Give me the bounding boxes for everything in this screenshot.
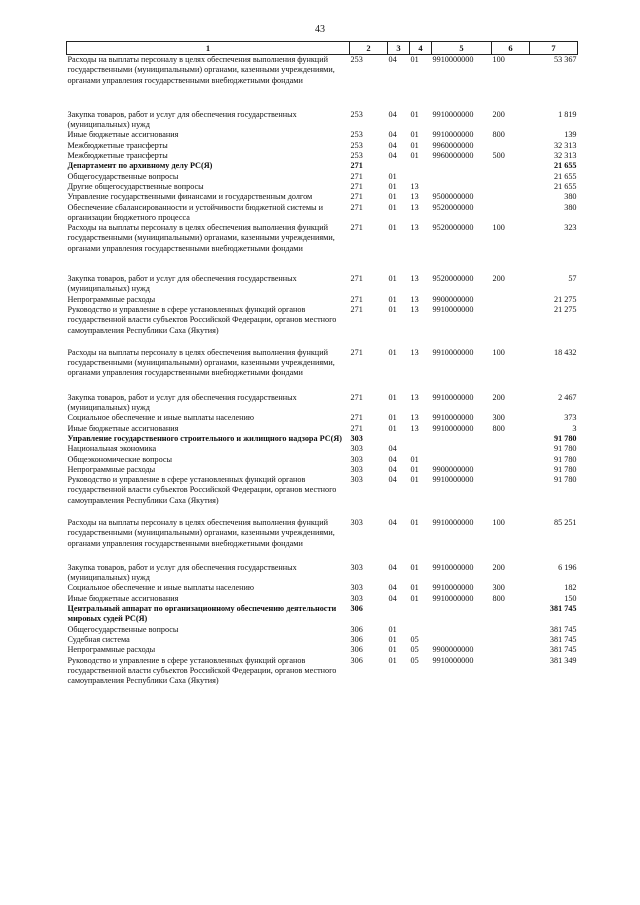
- ministry-code-cell: 303: [350, 444, 363, 454]
- expense-name-cell: Руководство и управление в сфере установленных функций органов государственной власти субъектов Российской Федерации, органов местного самоуправления Республики Саха (Якутия): [67, 475, 337, 505]
- expense-name-cell: Непрограммные расходы: [67, 464, 156, 474]
- section-code-cell: [388, 161, 410, 171]
- expense-name-cell: Общегосударственные вопросы: [67, 171, 179, 181]
- section-code-cell: 04: [388, 517, 397, 527]
- ministry-code-cell: 306: [350, 645, 363, 655]
- target-article-cell: [432, 455, 492, 465]
- page-number: 43: [315, 24, 325, 35]
- amount-cell: 91 780: [553, 464, 577, 474]
- expense-type-cell: [492, 192, 530, 202]
- header-cell: 6: [492, 42, 530, 55]
- ministry-code-cell: 303: [350, 562, 363, 572]
- expense-name-cell: Управление государственными финансами и государственным долгом: [67, 192, 313, 202]
- section-code-cell: 04: [388, 140, 397, 150]
- target-article-cell: 9900000000: [432, 294, 474, 304]
- subsection-code-cell: 13: [410, 223, 419, 233]
- section-code-cell: 01: [388, 192, 397, 202]
- amount-cell: 381 745: [549, 624, 577, 634]
- table-row: [67, 172, 578, 182]
- target-article-cell: [432, 604, 492, 625]
- ministry-code-cell: 271: [350, 274, 363, 284]
- target-article-cell: [432, 161, 492, 171]
- expense-type-cell: [492, 305, 530, 348]
- amount-cell: 91 780: [553, 433, 577, 443]
- ministry-code-cell: 253: [350, 140, 363, 150]
- target-article-cell: 9910000000: [432, 517, 474, 527]
- expense-name-cell: Расходы на выплаты персоналу в целях обеспечения выполнения функций государственными (муниципальными) органами, казенными учреждениями, органами управления государственными внебюджетными фондами: [67, 517, 335, 548]
- ministry-code-cell: 303: [350, 517, 363, 527]
- subsection-code-cell: 13: [410, 181, 419, 191]
- table-row: [67, 110, 578, 131]
- amount-cell: 3: [572, 423, 577, 433]
- expense-name-cell: Социальное обеспечение и иные выплаты населению: [67, 413, 254, 423]
- amount-cell: 85 251: [553, 517, 577, 527]
- expense-type-cell: [492, 455, 530, 465]
- expense-name-cell: Расходы на выплаты персоналу в целях обеспечения выполнения функций государственными (муниципальными) органами, казенными учреждениями, органами управления государственными внебюджетными фондами: [67, 55, 335, 85]
- expense-name-cell: Закупка товаров, работ и услуг для обеспечения государственных (муниципальных) нужд: [67, 274, 297, 294]
- expense-type-cell: 200: [492, 562, 505, 572]
- expense-type-cell: [492, 182, 530, 192]
- ministry-code-cell: 271: [350, 192, 363, 202]
- expense-type-cell: [492, 645, 530, 655]
- section-code-cell: 04: [388, 583, 397, 593]
- target-article-cell: 9520000000: [432, 274, 474, 284]
- expense-type-cell: 800: [492, 593, 505, 603]
- expense-name-cell: Закупка товаров, работ и услуг для обеспечения государственных (муниципальных) нужд: [67, 109, 297, 130]
- subsection-code-cell: 01: [410, 562, 419, 572]
- expense-type-cell: 800: [492, 423, 505, 433]
- section-code-cell: 04: [388, 130, 397, 140]
- expense-type-cell: 500: [492, 151, 505, 161]
- ministry-code-cell: 303: [350, 475, 363, 485]
- expense-type-cell: 200: [492, 274, 505, 284]
- section-code-cell: [388, 604, 410, 625]
- table-row: [67, 161, 578, 171]
- subsection-code-cell: [410, 161, 432, 171]
- ministry-code-cell: 271: [350, 181, 363, 191]
- amount-cell: 380: [564, 192, 577, 202]
- ministry-code-cell: 253: [350, 55, 363, 64]
- expense-type-cell: [492, 161, 530, 171]
- amount-cell: 57: [568, 274, 577, 284]
- ministry-code-cell: 253: [350, 109, 363, 119]
- ministry-code-cell: 271: [350, 392, 363, 402]
- expense-name-cell: Расходы на выплаты персоналу в целях обеспечения выполнения функций государственными (муниципальными) органами, казенными учреждениями, органами управления государственными внебюджетными фондами: [67, 347, 335, 378]
- amount-cell: 32 313: [553, 140, 577, 150]
- subsection-code-cell: 13: [410, 274, 419, 284]
- section-code-cell: 04: [388, 562, 397, 572]
- section-code-cell: 01: [388, 223, 397, 233]
- table-row: [67, 55, 578, 110]
- table-row: [67, 393, 578, 414]
- expense-type-cell: [492, 295, 530, 305]
- section-code-cell: 01: [388, 171, 397, 181]
- target-article-cell: 9960000000: [432, 140, 474, 150]
- ministry-code-cell: 303: [350, 454, 363, 464]
- subsection-code-cell: 01: [410, 109, 419, 119]
- expense-type-cell: [492, 625, 530, 635]
- subsection-code-cell: 01: [410, 475, 419, 485]
- table-row: [67, 182, 578, 192]
- expense-type-cell: 100: [492, 55, 505, 64]
- section-code-cell: 01: [388, 274, 397, 284]
- expense-type-cell: [492, 203, 530, 224]
- ministry-code-cell: 271: [350, 223, 363, 233]
- expense-type-cell: [492, 656, 530, 687]
- table-row: [67, 594, 578, 604]
- expense-name-cell: Межбюджетные трансферты: [67, 151, 168, 161]
- table-row: [67, 203, 578, 224]
- expense-type-cell: [492, 475, 530, 518]
- table-row: [67, 141, 578, 151]
- ministry-code-cell: 303: [350, 464, 363, 474]
- section-code-cell: 01: [388, 413, 397, 423]
- expense-name-cell: Общегосударственные вопросы: [67, 624, 179, 634]
- section-code-cell: 01: [388, 304, 397, 314]
- target-article-cell: 9960000000: [432, 151, 474, 161]
- target-article-cell: 9910000000: [432, 392, 474, 402]
- ministry-code-cell: 271: [350, 202, 363, 212]
- subsection-code-cell: [410, 172, 432, 182]
- expense-name-cell: Расходы на выплаты персоналу в целях обеспечения выполнения функций государственными (муниципальными) органами, казенными учреждениями, органами управления государственными внебюджетными фондами: [67, 223, 335, 253]
- target-article-cell: 9500000000: [432, 192, 474, 202]
- table-row: [67, 583, 578, 593]
- table-row: [67, 223, 578, 274]
- table-row: [67, 656, 578, 687]
- header-cell: 3: [388, 42, 410, 55]
- section-code-cell: 04: [388, 454, 397, 464]
- target-article-cell: 9910000000: [432, 130, 474, 140]
- table-row: [67, 563, 578, 584]
- subsection-code-cell: 13: [410, 202, 419, 212]
- subsection-code-cell: [410, 604, 432, 625]
- ministry-code-cell: 253: [350, 151, 363, 161]
- header-cell: 5: [432, 42, 492, 55]
- section-code-cell: 01: [388, 645, 397, 655]
- amount-cell: 380: [564, 202, 577, 212]
- expense-type-cell: 200: [492, 109, 505, 119]
- section-code-cell: [388, 434, 410, 444]
- expense-name-cell: Непрограммные расходы: [67, 294, 156, 304]
- subsection-code-cell: [410, 444, 432, 454]
- table-row: [67, 645, 578, 655]
- expense-name-cell: Национальная экономика: [67, 444, 157, 454]
- table-row: [67, 348, 578, 393]
- amount-cell: 91 780: [553, 444, 577, 454]
- target-article-cell: 9910000000: [432, 109, 474, 119]
- expense-type-cell: 100: [492, 223, 505, 233]
- ministry-code-cell: 271: [350, 347, 363, 357]
- subsection-code-cell: 05: [410, 645, 419, 655]
- table-body: [67, 55, 578, 687]
- ministry-code-cell: 271: [350, 161, 363, 171]
- target-article-cell: [432, 625, 492, 635]
- expense-name-cell: Общеэкономические вопросы: [67, 454, 173, 464]
- table-row: [67, 305, 578, 348]
- ministry-code-cell: 306: [350, 655, 363, 665]
- section-code-cell: 04: [388, 464, 397, 474]
- header-cell: 4: [410, 42, 432, 55]
- subsection-code-cell: 05: [410, 634, 419, 644]
- subsection-code-cell: 01: [410, 517, 419, 527]
- subsection-code-cell: 01: [410, 130, 419, 140]
- subsection-code-cell: 01: [410, 55, 419, 64]
- amount-cell: 21 655: [553, 171, 577, 181]
- expense-name-cell: Обеспечение сбалансированности и устойчивости бюджетной системы и организации бюджетного процесса: [67, 202, 323, 222]
- ministry-code-cell: 306: [350, 634, 363, 644]
- ministry-code-cell: 303: [350, 433, 363, 443]
- subsection-code-cell: 01: [410, 593, 419, 603]
- subsection-code-cell: 13: [410, 347, 419, 357]
- section-code-cell: 01: [388, 624, 397, 634]
- amount-cell: 139: [564, 130, 577, 140]
- header-cell: 2: [350, 42, 388, 55]
- budget-table: [66, 41, 578, 686]
- ministry-code-cell: 253: [350, 130, 363, 140]
- expense-name-cell: Закупка товаров, работ и услуг для обеспечения государственных (муниципальных) нужд: [67, 562, 297, 583]
- expense-type-cell: [492, 465, 530, 475]
- header-row: [67, 42, 578, 55]
- table-row: [67, 455, 578, 465]
- expense-name-cell: Закупка товаров, работ и услуг для обеспечения государственных (муниципальных) нужд: [67, 392, 297, 413]
- ministry-code-cell: 271: [350, 413, 363, 423]
- table-row: [67, 274, 578, 295]
- section-code-cell: 01: [388, 655, 397, 665]
- expense-type-cell: 300: [492, 413, 505, 423]
- table-row: [67, 130, 578, 140]
- table-row: [67, 444, 578, 454]
- section-code-cell: 01: [388, 294, 397, 304]
- target-article-cell: 9910000000: [432, 562, 474, 572]
- subsection-code-cell: 13: [410, 294, 419, 304]
- target-article-cell: 9910000000: [432, 304, 474, 314]
- expense-name-cell: Межбюджетные трансферты: [67, 140, 168, 150]
- expense-type-cell: [492, 604, 530, 625]
- target-article-cell: 9910000000: [432, 55, 474, 64]
- amount-cell: 373: [564, 413, 577, 423]
- expense-name-cell: Иные бюджетные ассигнования: [67, 130, 179, 140]
- expense-name-cell: Социальное обеспечение и иные выплаты населению: [67, 583, 254, 593]
- amount-cell: 1 819: [558, 109, 577, 119]
- amount-cell: 32 313: [553, 151, 577, 161]
- amount-cell: 21 655: [553, 181, 577, 191]
- header-cell: 1: [67, 42, 350, 55]
- amount-cell: 18 432: [553, 347, 577, 357]
- target-article-cell: 9520000000: [432, 223, 474, 233]
- expense-type-cell: [492, 635, 530, 645]
- table-row: [67, 424, 578, 434]
- expense-type-cell: [492, 444, 530, 454]
- expense-type-cell: 300: [492, 583, 505, 593]
- ministry-code-cell: 306: [350, 604, 363, 614]
- target-article-cell: 9910000000: [432, 423, 474, 433]
- subsection-code-cell: 13: [410, 423, 419, 433]
- ministry-code-cell: 303: [350, 593, 363, 603]
- section-code-cell: 04: [388, 151, 397, 161]
- amount-cell: 21 655: [553, 161, 577, 171]
- expense-type-cell: [492, 434, 530, 444]
- target-article-cell: [432, 182, 492, 192]
- header-cell: 7: [530, 42, 578, 55]
- amount-cell: 182: [564, 583, 577, 593]
- expense-type-cell: 100: [492, 517, 505, 527]
- amount-cell: 150: [564, 593, 577, 603]
- section-code-cell: 01: [388, 392, 397, 402]
- target-article-cell: 9900000000: [432, 645, 474, 655]
- table-row: [67, 413, 578, 423]
- table-row: [67, 295, 578, 305]
- section-code-cell: 01: [388, 634, 397, 644]
- table-row: [67, 604, 578, 625]
- target-article-cell: 9910000000: [432, 413, 474, 423]
- table-row: [67, 518, 578, 563]
- amount-cell: 21 275: [553, 304, 577, 314]
- table-row: [67, 434, 578, 444]
- expense-name-cell: Управление государственного строительного и жилищного надзора РС(Я): [67, 433, 342, 443]
- section-code-cell: 01: [388, 202, 397, 212]
- expense-type-cell: [492, 172, 530, 182]
- amount-cell: 381 349: [549, 655, 577, 665]
- subsection-code-cell: 01: [410, 454, 419, 464]
- ministry-code-cell: 306: [350, 624, 363, 634]
- expense-type-cell: 800: [492, 130, 505, 140]
- target-article-cell: 9910000000: [432, 583, 474, 593]
- expense-name-cell: Руководство и управление в сфере установленных функций органов государственной власти субъектов Российской Федерации, органов местного самоуправления Республики Саха (Якутия): [67, 304, 337, 335]
- ministry-code-cell: 271: [350, 171, 363, 181]
- amount-cell: 53 367: [553, 55, 577, 64]
- amount-cell: 2 467: [558, 392, 577, 402]
- table-row: [67, 625, 578, 635]
- subsection-code-cell: 13: [410, 192, 419, 202]
- section-code-cell: 01: [388, 423, 397, 433]
- ministry-code-cell: 271: [350, 423, 363, 433]
- amount-cell: 91 780: [553, 454, 577, 464]
- table-row: [67, 192, 578, 202]
- target-article-cell: 9910000000: [432, 475, 474, 485]
- target-article-cell: 9910000000: [432, 347, 474, 357]
- subsection-code-cell: 13: [410, 413, 419, 423]
- section-code-cell: 01: [388, 347, 397, 357]
- ministry-code-cell: 303: [350, 583, 363, 593]
- target-article-cell: [432, 434, 492, 444]
- target-article-cell: 9910000000: [432, 593, 474, 603]
- section-code-cell: 01: [388, 181, 397, 191]
- target-article-cell: 9520000000: [432, 202, 474, 212]
- table-row: [67, 151, 578, 161]
- amount-cell: 381 745: [549, 645, 577, 655]
- table-row: [67, 475, 578, 518]
- amount-cell: 91 780: [553, 475, 577, 485]
- expense-name-cell: Руководство и управление в сфере установленных функций органов государственной власти субъектов Российской Федерации, органов местного самоуправления Республики Саха (Якутия): [67, 655, 337, 686]
- subsection-code-cell: 13: [410, 392, 419, 402]
- target-article-cell: 9910000000: [432, 655, 474, 665]
- target-article-cell: [432, 635, 492, 645]
- expense-name-cell: Другие общегосударственные вопросы: [67, 181, 204, 191]
- expense-name-cell: Иные бюджетные ассигнования: [67, 593, 179, 603]
- expense-name-cell: Непрограммные расходы: [67, 645, 156, 655]
- section-code-cell: 04: [388, 109, 397, 119]
- expense-type-cell: 100: [492, 347, 505, 357]
- expense-name-cell: Иные бюджетные ассигнования: [67, 423, 179, 433]
- amount-cell: 6 196: [558, 562, 577, 572]
- expense-name-cell: Судебная система: [67, 634, 130, 644]
- amount-cell: 381 745: [549, 604, 577, 614]
- subsection-code-cell: 13: [410, 304, 419, 314]
- subsection-code-cell: [410, 625, 432, 635]
- table-row: [67, 635, 578, 645]
- amount-cell: 381 745: [549, 634, 577, 644]
- expense-name-cell: Департамент по архивному делу РС(Я): [67, 161, 213, 171]
- expense-name-cell: Центральный аппарат по организационному обеспечению деятельности мировых судей РС(Я): [67, 604, 337, 624]
- target-article-cell: 9900000000: [432, 464, 474, 474]
- expense-type-cell: [492, 141, 530, 151]
- subsection-code-cell: 01: [410, 140, 419, 150]
- amount-cell: 323: [564, 223, 577, 233]
- subsection-code-cell: 01: [410, 151, 419, 161]
- section-code-cell: 04: [388, 55, 397, 64]
- subsection-code-cell: 01: [410, 583, 419, 593]
- expense-type-cell: 200: [492, 392, 505, 402]
- subsection-code-cell: 01: [410, 464, 419, 474]
- subsection-code-cell: [410, 434, 432, 444]
- section-code-cell: 04: [388, 444, 397, 454]
- ministry-code-cell: 271: [350, 294, 363, 304]
- target-article-cell: [432, 172, 492, 182]
- section-code-cell: 04: [388, 593, 397, 603]
- target-article-cell: [432, 444, 492, 454]
- amount-cell: 21 275: [553, 294, 577, 304]
- table-row: [67, 465, 578, 475]
- ministry-code-cell: 271: [350, 304, 363, 314]
- subsection-code-cell: 05: [410, 655, 419, 665]
- section-code-cell: 04: [388, 475, 397, 485]
